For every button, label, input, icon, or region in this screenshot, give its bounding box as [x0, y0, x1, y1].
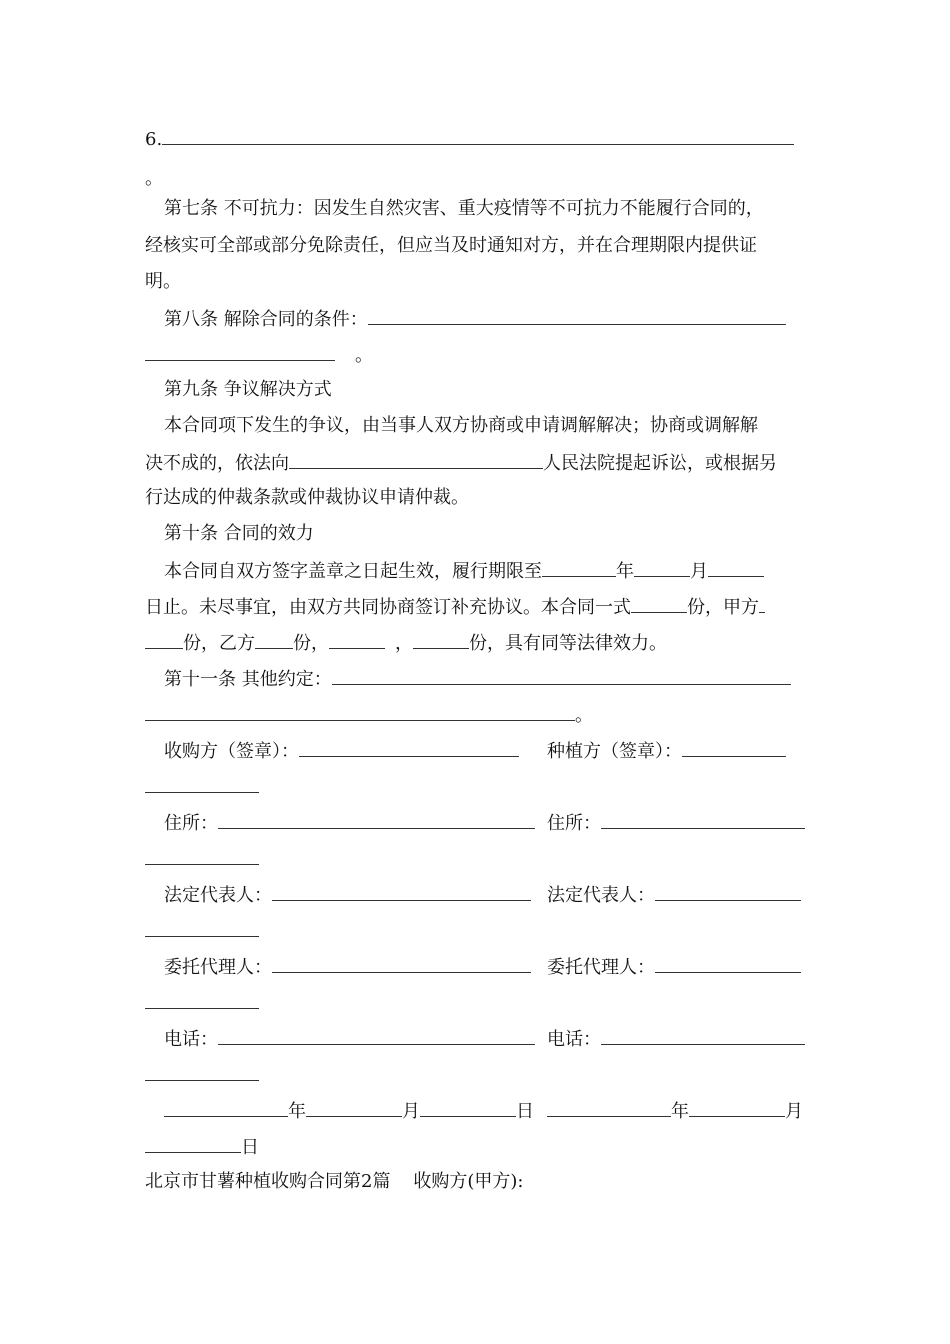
court-name-blank[interactable]: [289, 450, 543, 469]
term-month-blank[interactable]: [634, 558, 690, 577]
item-6-tail: 。: [145, 168, 163, 189]
planter-phone-blank-2[interactable]: [145, 1062, 259, 1081]
term-year-label: 年: [616, 561, 634, 582]
planter-legal-rep-wrap: [145, 918, 259, 944]
copies-party-a-blank-start[interactable]: [759, 594, 765, 613]
article-10-line-1a: 本合同自双方签字盖章之日起生效，履行期限至: [164, 561, 542, 582]
buyer-seal-field: [164, 738, 519, 764]
buyer-address-field: [164, 810, 535, 836]
other-terms-blank-2[interactable]: [145, 702, 575, 721]
article-11-tail: 。: [575, 705, 593, 726]
article-9-line-2a: 决不成的，依法向: [145, 453, 289, 474]
planter-legal-rep-blank-2[interactable]: [145, 918, 259, 937]
term-month-label: 月: [690, 561, 708, 582]
copies-party-b-label: 份，乙方: [183, 633, 255, 654]
buyer-date-year-label: 年: [288, 1101, 306, 1122]
article-10-line-1: [145, 558, 824, 584]
item-6-end: [145, 167, 805, 191]
planter-legal-rep-label: 法定代表人：: [547, 885, 655, 906]
article-8-line: [145, 306, 824, 332]
article-8-blank[interactable]: [368, 306, 786, 325]
buyer-date-day-blank[interactable]: [420, 1098, 516, 1117]
planter-agent-wrap: [145, 990, 259, 1016]
buyer-phone-label: 电话：: [164, 1029, 218, 1050]
planter-date-day-blank[interactable]: [145, 1134, 241, 1153]
article-10-title: 第十条 合同的效力: [164, 523, 314, 544]
article-10-line-3: [145, 630, 805, 656]
planter-address-blank[interactable]: [601, 810, 805, 829]
planter-phone-field: [547, 1026, 805, 1052]
planter-date-month-blank[interactable]: [689, 1098, 785, 1117]
copies-holder-blank[interactable]: [329, 630, 385, 649]
article-11-line-2: [145, 702, 805, 728]
article-9-line-3: 行达成的仲裁条款或仲裁协议申请仲裁。: [145, 487, 469, 508]
buyer-date-month-blank[interactable]: [306, 1098, 402, 1117]
buyer-address-blank[interactable]: [218, 810, 535, 829]
planter-address-blank-2[interactable]: [145, 846, 259, 865]
planter-address-label: 住所：: [547, 813, 601, 834]
buyer-date-field: [164, 1098, 534, 1124]
planter-date-month-label: 月: [785, 1101, 803, 1122]
planter-legal-rep-blank[interactable]: [655, 882, 801, 901]
planter-phone-wrap: [145, 1062, 259, 1088]
copies-party-a-label: 份，甲方: [687, 597, 759, 618]
item-6-blank[interactable]: [162, 126, 794, 145]
buyer-agent-blank[interactable]: [272, 954, 531, 973]
copies-party-a-blank[interactable]: [145, 630, 183, 649]
planter-date-year-blank[interactable]: [547, 1098, 671, 1117]
article-8-label: 第八条 解除合同的条件：: [164, 309, 368, 330]
planter-seal-label: 种植方（签章）：: [547, 741, 682, 762]
buyer-agent-label: 委托代理人：: [164, 957, 272, 978]
planter-date-day-label: 日: [241, 1137, 259, 1158]
copies-party-b-blank[interactable]: [255, 630, 293, 649]
copies-other-blank[interactable]: [413, 630, 469, 649]
article-7-line-2: 经核实可全部或部分免除责任，但应当及时通知对方，并在合理期限内提供证: [145, 235, 757, 256]
planter-legal-rep-field: [547, 882, 801, 908]
planter-address-field: [547, 810, 805, 836]
term-year-blank[interactable]: [542, 558, 616, 577]
buyer-date-month-label: 月: [402, 1101, 420, 1122]
planter-phone-blank[interactable]: [601, 1026, 805, 1045]
article-10-line-3-end: 份，具有同等法律效力。: [469, 633, 667, 654]
article-9-line-2: [145, 450, 805, 476]
planter-seal-blank[interactable]: [682, 738, 786, 757]
article-11-label: 第十一条 其他约定：: [164, 669, 332, 690]
buyer-date-year-blank[interactable]: [164, 1098, 288, 1117]
article-7-line-3: 明。: [145, 271, 181, 292]
planter-agent-blank[interactable]: [655, 954, 801, 973]
article-10-line-2a: 日止。未尽事宜，由双方共同协商签订补充协议。本合同一式: [145, 597, 631, 618]
article-8-blank-2[interactable]: [145, 342, 335, 361]
buyer-phone-field: [164, 1026, 535, 1052]
buyer-legal-rep-field: [164, 882, 531, 908]
item-6-number: 6.: [145, 129, 163, 150]
planter-date-field: [547, 1098, 803, 1124]
planter-address-wrap: [145, 846, 259, 872]
article-8-tail: 。: [355, 345, 373, 366]
planter-agent-label: 委托代理人：: [547, 957, 655, 978]
planter-phone-label: 电话：: [547, 1029, 601, 1050]
article-9-line-2b: 人民法院提起诉讼，或根据另: [543, 453, 777, 474]
next-contract-heading: 北京市甘薯种植收购合同第2篇 收购方(甲方):: [145, 1171, 524, 1192]
article-10-line-2: [145, 594, 805, 620]
buyer-seal-label: 收购方（签章）：: [164, 741, 299, 762]
article-9-line-1: 本合同项下发生的争议，由当事人双方协商或申请调解解决；协商或调解解: [164, 415, 758, 436]
planter-seal-blank-2[interactable]: [145, 774, 259, 793]
planter-agent-field: [547, 954, 801, 980]
article-9-title: 第九条 争议解决方式: [164, 379, 332, 400]
article-7-line-1: 第七条 不可抗力：因发生自然灾害、重大疫情等不可抗力不能履行合同的，: [164, 198, 764, 219]
planter-date-year-label: 年: [671, 1101, 689, 1122]
planter-seal-wrap: [145, 774, 259, 800]
buyer-seal-blank[interactable]: [299, 738, 519, 757]
item-6-line: [145, 126, 805, 152]
planter-seal-field: [547, 738, 786, 764]
other-terms-blank[interactable]: [332, 666, 791, 685]
buyer-phone-blank[interactable]: [218, 1026, 535, 1045]
planter-agent-blank-2[interactable]: [145, 990, 259, 1009]
buyer-date-day-label: 日: [516, 1101, 534, 1122]
buyer-legal-rep-blank[interactable]: [272, 882, 531, 901]
article-11-line: [145, 666, 824, 692]
article-8-line-2: [145, 342, 805, 368]
buyer-legal-rep-label: 法定代表人：: [164, 885, 272, 906]
planter-date-wrap: [145, 1134, 259, 1160]
buyer-agent-field: [164, 954, 531, 980]
comma: ，: [395, 633, 413, 654]
copies-total-blank[interactable]: [631, 594, 687, 613]
term-day-blank[interactable]: [708, 558, 764, 577]
buyer-address-label: 住所：: [164, 813, 218, 834]
copies-label: 份，: [293, 633, 329, 654]
